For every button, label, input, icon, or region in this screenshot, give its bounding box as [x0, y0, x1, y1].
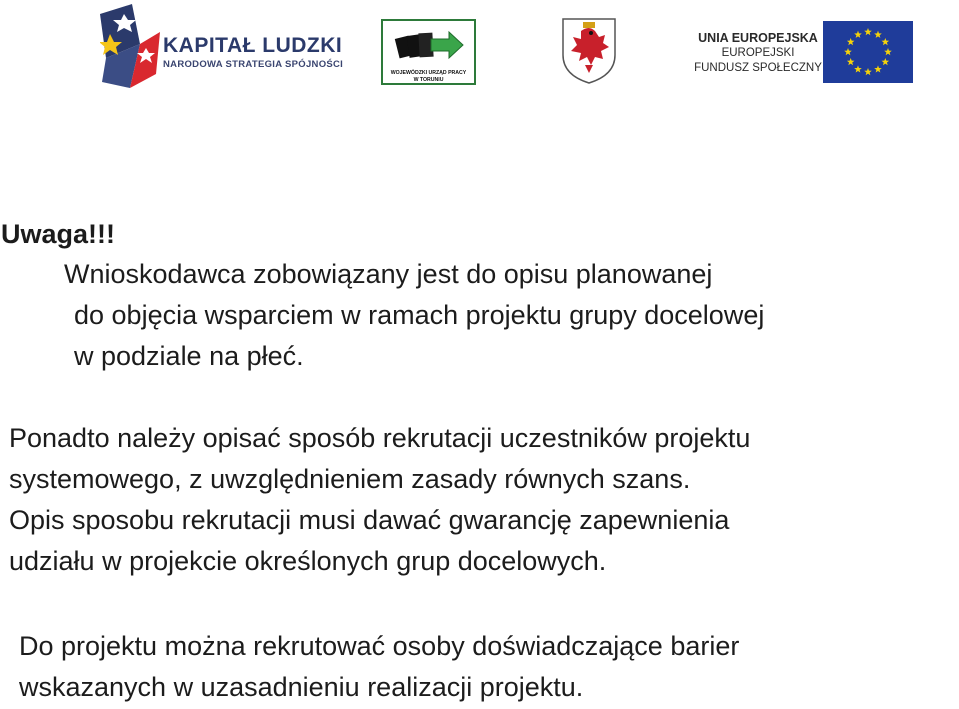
eu-line3: FUNDUSZ SPOŁECZNY: [694, 62, 822, 74]
logo-strip: [0, 0, 959, 100]
paragraph-2-line-2: systemowego, z uwzględnieniem zasady równych szans.: [9, 464, 691, 494]
paragraph-2-line-4: udziału w projekcie określonych grup docelowych.: [9, 546, 607, 576]
coat-of-arms-logo: [561, 17, 617, 85]
eu-flag-icon: [823, 21, 913, 83]
eu-text-block: [694, 31, 822, 81]
paragraph-1-line-1: Wnioskodawca zobowiązany jest do opisu planowanej: [64, 259, 713, 289]
paragraph-2-line-1: Ponadto należy opisać sposób rekrutacji uczestników projektu: [9, 423, 751, 453]
paragraph-1-line-2: do objęcia wsparciem w ramach projektu grupy docelowej: [74, 300, 765, 330]
paragraph-3: [19, 626, 739, 708]
kapital-ludzki-emblem-icon: [100, 4, 162, 88]
wup-torun-logo: [381, 19, 476, 85]
coat-of-arms-icon: [561, 17, 617, 85]
eu-line1: UNIA EUROPEJSKA: [698, 31, 818, 45]
paragraph-1: [64, 254, 764, 377]
kapital-ludzki-logo: [100, 4, 344, 88]
paragraph-1-line-3: w podziale na płeć.: [74, 341, 304, 371]
wup-line1: WOJEWÓDZKI URZĄD PRACY: [390, 70, 467, 76]
paragraph-3-line-1: Do projektu można rekrutować osoby doświadczające barier: [19, 631, 740, 661]
paragraph-2-line-3: Opis sposobu rekrutacji musi dawać gwarancję zapewnienia: [9, 505, 730, 535]
eu-flag-logo: [823, 21, 913, 83]
eu-line2: EUROPEJSKI: [721, 47, 795, 59]
paragraph-3-line-2: wskazanych w uzasadnieniu realizacji projektu.: [19, 672, 584, 702]
notice-heading: Uwaga!!!: [1, 219, 115, 249]
wup-line2: W TORUNIU: [413, 77, 444, 83]
kapital-ludzki-subtitle: NARODOWA STRATEGIA SPÓJNOŚCI: [163, 59, 344, 70]
wup-arrow-icon: [383, 21, 474, 69]
paragraph-2: [9, 418, 750, 582]
kapital-ludzki-title: KAPITAŁ LUDZKI: [163, 34, 343, 57]
